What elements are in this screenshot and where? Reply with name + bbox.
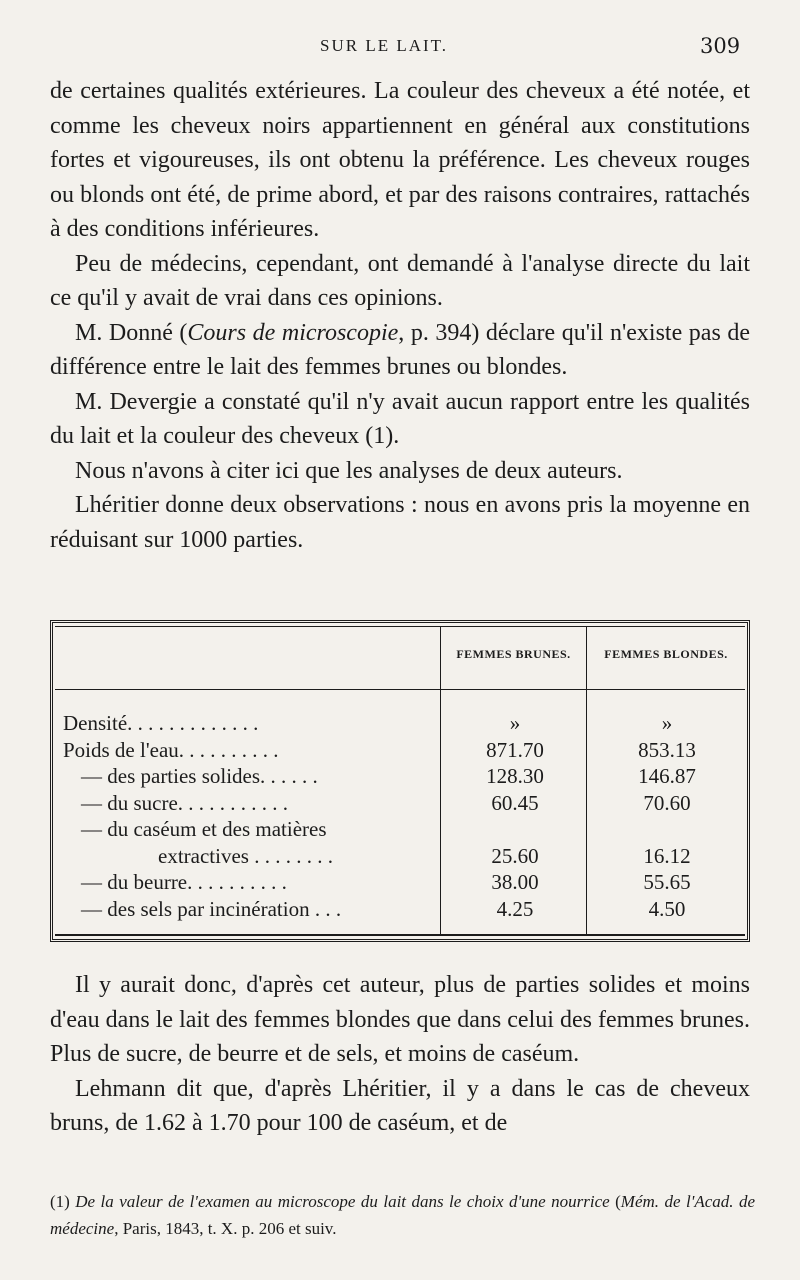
row-label: — du sucre. . . . . . . . . . . (81, 790, 289, 815)
cell-brunes: 60.45 (491, 790, 539, 815)
footnote (50, 1188, 755, 1242)
running-head (0, 36, 800, 66)
row-label: extractives . . . . . . . . (158, 843, 333, 868)
paragraph: Il y aurait donc, d'après cet auteur, plus de parties solides et moins d'eau dans le lait des femmes blondes que dans celui des femmes brunes. Plus de sucre, de beurre et de sels, et moins de caséum. (50, 972, 750, 1067)
cell-brunes: » (509, 711, 521, 735)
cell-brunes: 38.00 (491, 870, 539, 894)
row-label: — du beurre. . . . . . . . . . (81, 870, 287, 894)
table-row (53, 791, 753, 818)
column-header-brunes: FEMMES BRUNES. (456, 647, 571, 661)
row-label: Poids de l'eau. . . . . . . . . . (63, 737, 279, 762)
cell-blondes: 4.50 (648, 896, 686, 921)
row-label: — du caséum et des matières (81, 817, 327, 841)
paragraph-text: M. Donné ( (75, 319, 188, 346)
running-title: SUR LE LAIT. (320, 36, 449, 55)
table-row (53, 738, 753, 765)
cell-blondes: 55.65 (643, 870, 691, 894)
table-row (53, 844, 753, 871)
body-text-after-table (50, 968, 750, 1141)
cell-brunes: 25.60 (491, 843, 539, 868)
cell-blondes: 853.13 (638, 737, 696, 762)
paragraph: Peu de médecins, cependant, ont demandé à l'analyse directe du lait ce qu'il y avait de vrai dans ces opinions. (50, 250, 750, 311)
header-rule (55, 689, 745, 690)
table-row (53, 817, 753, 844)
paragraph: Lhéritier donne deux observations : nous en avons pris la moyenne en réduisant sur 1000 parties. (50, 492, 750, 553)
page-number: 309 (700, 34, 741, 58)
cell-brunes: 128.30 (486, 764, 544, 788)
footnote-text: , Paris, 1843, t. X. p. 206 et suiv. (114, 1219, 337, 1238)
row-label: — des sels par incinération . . . (81, 896, 342, 921)
column-header-blondes: FEMMES BLONDES. (604, 647, 728, 661)
row-label: — des parties solides. . . . . . (81, 764, 318, 788)
cell-blondes: 16.12 (643, 843, 691, 868)
cell-blondes: 70.60 (643, 790, 691, 815)
footnote-text: ( (609, 1192, 621, 1211)
paragraph: Nous n'avons à citer ici que les analyses de deux auteurs. (75, 457, 623, 484)
table-row (53, 870, 753, 897)
table-row (53, 897, 753, 924)
paragraph: M. Devergie a constaté qu'il n'y avait aucun rapport entre les qualités du lait et la couleur des cheveux (1). (50, 388, 750, 449)
paragraph-text: , p. 394) déclare qu'il n'existe pas de différence entre le lait des femmes brunes ou blondes. (50, 319, 750, 380)
body-text (50, 74, 750, 557)
footnote-source: Mém. de l'Acad. de médecine (50, 1192, 755, 1238)
table-row (53, 711, 753, 738)
cell-blondes: » (661, 711, 673, 735)
row-label: Densité. . . . . . . . . . . . . (63, 711, 259, 735)
cell-brunes: 871.70 (486, 737, 544, 762)
footnote-number: (1) (50, 1192, 70, 1211)
cell-blondes: 146.87 (638, 764, 696, 788)
book-title: Cours de microscopie (187, 319, 399, 346)
table-body (53, 711, 753, 923)
paragraph: de certaines qualités extérieures. La couleur des cheveux a été notée, et comme les cheveux noirs appartiennent en général aux constitutions fortes et vigoureuses, ils ont obtenu la préférence. Les cheveux rouges ou blonds ont été, de prime abord, et par des raisons contraires, rattachés à des conditions inférieures. (50, 78, 750, 242)
milk-analysis-table (50, 620, 750, 942)
cell-brunes: 4.25 (496, 896, 534, 921)
paragraph-donne (50, 316, 750, 385)
paragraph: Lehmann dit que, d'après Lhéritier, il y a dans le cas de cheveux bruns, de 1.62 à 1.70 pour 100 de caséum, et de (50, 1075, 750, 1136)
footnote-title: De la valeur de l'examen au microscope du lait dans le choix d'une nourrice (75, 1192, 610, 1211)
table-row (53, 764, 753, 791)
